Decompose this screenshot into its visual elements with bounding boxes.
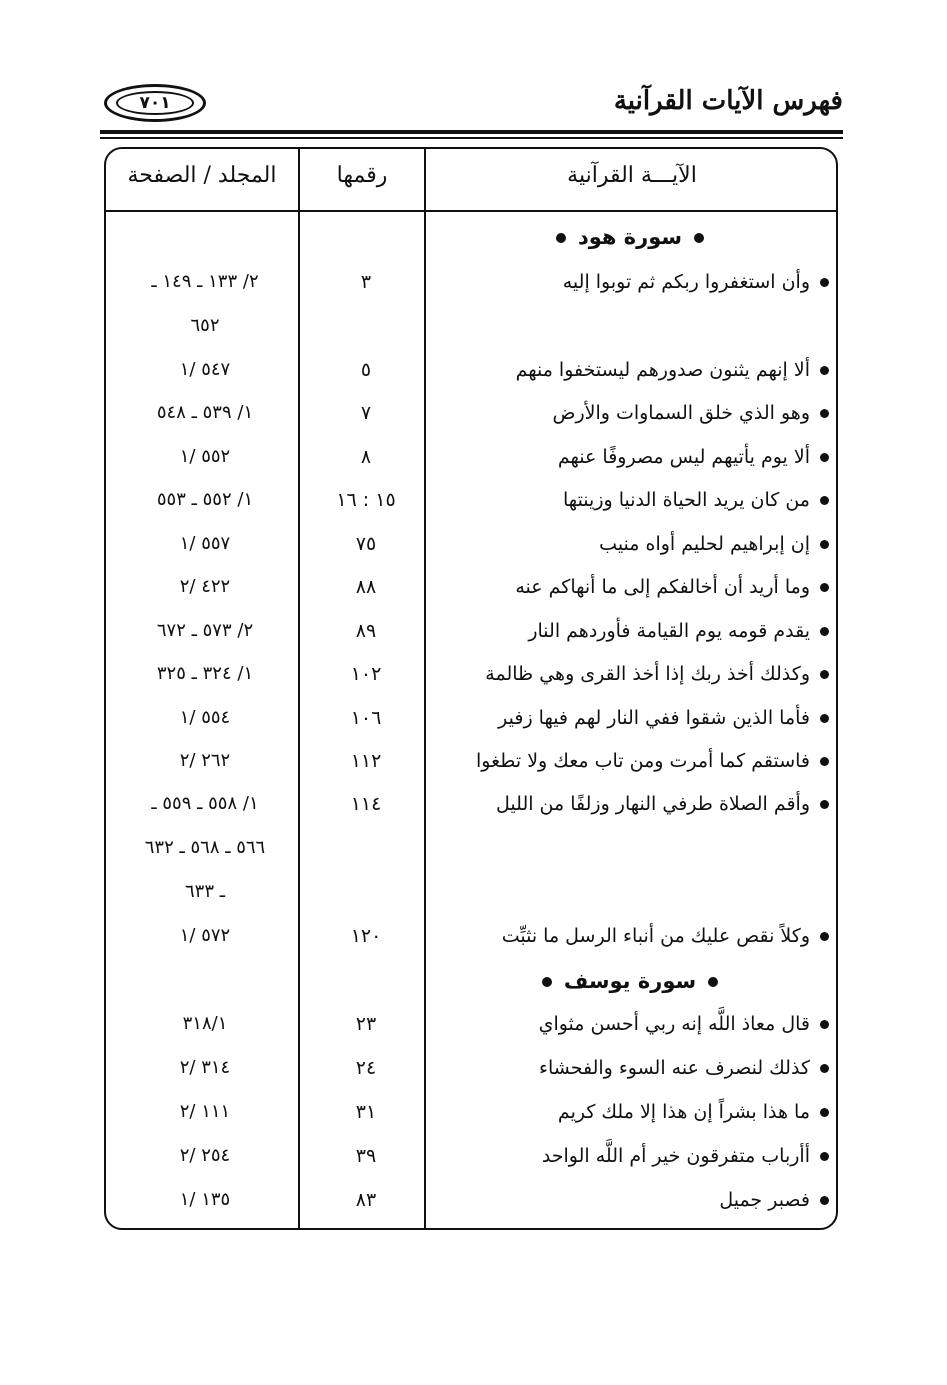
- verse-text: وما أريد أن أخالفكم إلى ما أنهاكم عنه: [515, 573, 829, 601]
- surah-heading: [0, 222, 947, 252]
- volume-page: ٣١٤ /٢: [179, 1057, 231, 1078]
- verse-text: وأن استغفروا ربكم ثم توبوا إليه: [563, 268, 829, 296]
- verse-text: فاستقم كما أمرت ومن تاب معك ولا تطغوا: [476, 747, 829, 775]
- verse-text: أأرباب متفرقون خير أم اللَّه الواحد: [542, 1142, 829, 1170]
- bullet-icon: [820, 278, 829, 287]
- volume-page: ٢٥٤ /٢: [179, 1145, 231, 1166]
- volume-page: ١/ ٥٥٨ ـ ٥٥٩ ـ: [151, 793, 259, 814]
- verse-text: قال معاذ اللَّه إنه ربي أحسن مثواي: [539, 1010, 829, 1038]
- bullet-icon: [820, 714, 829, 723]
- bullet-icon: [820, 1064, 829, 1073]
- verse-text: وهو الذي خلق السماوات والأرض: [552, 399, 829, 427]
- verse-number: ٢٣: [355, 1013, 377, 1035]
- volume-page: ١٣٥ /١: [179, 1189, 231, 1210]
- column-header-volume-page: المجلد / الصفحة: [127, 163, 277, 188]
- verse-text: فأما الذين شقوا ففي النار لهم فيها زفير: [498, 704, 829, 732]
- verse-text: وكلاً نقص عليك من أنباء الرسل ما نثبِّت: [502, 922, 829, 950]
- verse-number: ١١٤: [350, 793, 382, 815]
- verse-text: ما هذا بشراً إن هذا إلا ملك كريم: [558, 1098, 829, 1126]
- bullet-icon: [694, 233, 704, 243]
- volume-page: ٥٥٧ /١: [179, 533, 231, 554]
- verse-number: ١١٢: [350, 750, 382, 772]
- verse-text: ألا إنهم يثنون صدورهم ليستخفوا منهم: [516, 356, 829, 384]
- bullet-icon: [820, 366, 829, 375]
- bullet-icon: [542, 977, 552, 987]
- verse-number: ١٥ : ١٦: [336, 489, 396, 511]
- verse-text: من كان يريد الحياة الدنيا وزينتها: [563, 486, 829, 514]
- verse-number: ٣٩: [355, 1145, 377, 1167]
- bullet-icon: [820, 409, 829, 418]
- surah-name: سورة يوسف: [563, 969, 697, 993]
- verse-number: ٨: [360, 446, 372, 468]
- verse-number: ٧: [360, 402, 372, 424]
- verse-number: ٧٥: [355, 533, 377, 555]
- volume-page: ٦٥٢: [190, 315, 220, 336]
- bullet-icon: [820, 670, 829, 679]
- volume-page: ـ ٦٣٣: [184, 881, 225, 902]
- bullet-icon: [820, 627, 829, 636]
- volume-page: ٥٥٤ /١: [179, 707, 231, 728]
- bullet-icon: [708, 977, 718, 987]
- verse-number: ١٠٦: [350, 707, 382, 729]
- bullet-icon: [820, 1020, 829, 1029]
- bullet-icon: [820, 1108, 829, 1117]
- volume-page: ٢/ ٥٧٣ ـ ٦٧٢: [156, 620, 254, 641]
- volume-page: ٤٢٢ /٢: [179, 576, 231, 597]
- volume-page: ٥٤٧ /١: [179, 359, 231, 380]
- volume-page: ٢/ ١٣٣ ـ ١٤٩ ـ: [151, 271, 259, 292]
- bullet-icon: [820, 453, 829, 462]
- bullet-icon: [820, 583, 829, 592]
- bullet-icon: [820, 1196, 829, 1205]
- verse-text: وكذلك أخذ ربك إذا أخذ القرى وهي ظالمة: [485, 660, 829, 688]
- bullet-icon: [820, 496, 829, 505]
- bullet-icon: [820, 1152, 829, 1161]
- volume-page: ٢٦٢ /٢: [179, 750, 231, 771]
- verse-number: ٨٣: [355, 1189, 377, 1211]
- verse-number: ٨٩: [355, 620, 377, 642]
- volume-page: ١/ ٣٢٤ ـ ٣٢٥: [156, 663, 254, 684]
- verse-text: كذلك لنصرف عنه السوء والفحشاء: [539, 1054, 829, 1082]
- volume-page: ١/ ٥٥٢ ـ ٥٥٣: [156, 489, 254, 510]
- column-header-verse: الآيـــة القرآنية: [567, 163, 697, 188]
- verse-text: ألا يوم يأتيهم ليس مصروفًا عنهم: [558, 443, 829, 471]
- bullet-icon: [556, 233, 566, 243]
- verse-text: فصبر جميل: [719, 1186, 829, 1214]
- page-title: فهرس الآيات القرآنية: [613, 86, 843, 116]
- page-number: ٧٠١: [116, 91, 194, 115]
- verse-number: ١٠٢: [350, 663, 382, 685]
- verse-number: ٣١: [355, 1101, 377, 1123]
- surah-heading: [0, 966, 947, 996]
- verse-number: ٥: [360, 359, 372, 381]
- bullet-icon: [820, 800, 829, 809]
- bullet-icon: [820, 540, 829, 549]
- column-header-number: رقمها: [336, 163, 388, 188]
- verse-number: ١٢٠: [350, 925, 382, 947]
- bullet-icon: [820, 932, 829, 941]
- verse-text: إن إبراهيم لحليم أواه منيب: [599, 530, 829, 558]
- volume-page: ٥٦٦ ـ ٥٦٨ ـ ٦٣٢: [144, 837, 266, 858]
- bullet-icon: [820, 757, 829, 766]
- volume-page: ٥٧٢ /١: [179, 925, 231, 946]
- volume-page: ١١١ /٢: [179, 1101, 231, 1122]
- volume-page: ٣١٨/١: [182, 1013, 228, 1034]
- surah-name: سورة هود: [577, 225, 683, 249]
- verse-number: ٢٤: [355, 1057, 377, 1079]
- verse-number: ٨٨: [355, 576, 377, 598]
- verse-text: وأقم الصلاة طرفي النهار وزلفًا من الليل: [496, 790, 829, 818]
- verse-number: ٣: [360, 271, 372, 293]
- volume-page: ١/ ٥٣٩ ـ ٥٤٨: [156, 402, 254, 423]
- verse-text: يقدم قومه يوم القيامة فأوردهم النار: [528, 617, 829, 645]
- volume-page: ٥٥٢ /١: [179, 446, 231, 467]
